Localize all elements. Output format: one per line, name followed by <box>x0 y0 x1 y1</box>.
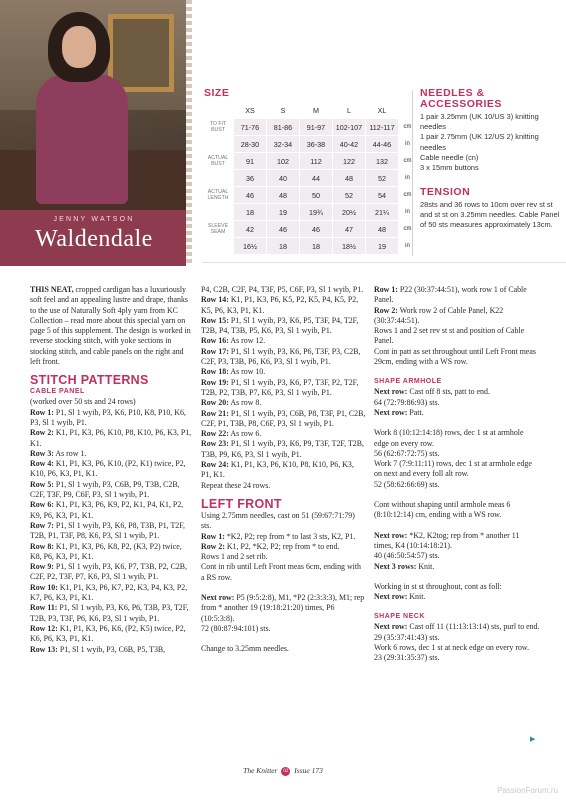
unit-cell: cm <box>399 187 416 203</box>
pattern-row: Next row: Cast off 8 sts, patt to end. <box>374 387 490 397</box>
size-row <box>203 238 416 254</box>
left-front-heading: LEFT FRONT <box>201 496 282 511</box>
pattern-row: Row 9: P1, Sl 1 wyib, P3, K6, P7, T3B, P2, C2B, C2F, P2, T3F, P7, K6, P3, Sl 1 wyib, P1. <box>30 562 188 582</box>
shape-armhole-heading: SHAPE ARMHOLE <box>374 378 442 386</box>
size-cell: 44 <box>300 170 332 186</box>
pattern-row: Row 1: P22 (30:37:44:51), work row 1 of Cable Panel. <box>374 285 527 305</box>
size-row <box>203 119 416 135</box>
stitch-patterns-heading: STITCH PATTERNS <box>30 373 149 388</box>
pattern-row: Row 18: As row 10. <box>201 367 266 377</box>
pattern-row: Row 20: As row 8. <box>201 398 262 408</box>
cable-panel-note: (worked over 50 sts and 24 rows) <box>30 397 136 407</box>
pattern-row: Row 19: P1, Sl 1 wyib, P3, K6, P7, T3F, P2, T2F, T2B, P2, T3B, P7, K6, P3, Sl 1 wyib, P1. <box>201 377 359 397</box>
needles-item: 1 pair 2.75mm (UK 12/US 2) knitting needles <box>420 132 539 152</box>
pattern-row: Row 17: P1, Sl 1 wyib, P3, K6, P6, T3F, P3, C2B, C2F, P3, T3B, P6, K6, P3, Sl 1 wyib, P1. <box>201 346 361 367</box>
pattern-row: Row 24: K1, P1, K3, P6, K10, P8, K10, P6, K3, P1, K1. <box>201 460 354 480</box>
pattern-row: Row 7: P1, Sl 1 wyib, P3, K6, P8, T3B, P1, T2F, T2B, P1, T3F, P8, K6, P3, Sl 1 wyib, P1. <box>30 520 185 541</box>
tension-heading: TENSION <box>420 186 471 198</box>
pattern-row: Row 14: K1, P1, K3, P6, K5, P2, K5, P4, K5, P2, K5, P6, K3, P1, K1. <box>201 295 359 315</box>
stitch-edge-decoration <box>186 0 192 266</box>
size-cell: 16½ <box>234 238 266 254</box>
needles-list <box>420 112 562 173</box>
pattern-row: Row 15: P1, Sl 1 wyib, P3, K6, P5, T3F, P4, T2F, T2B, P4, T3B, P5, K6, P3, Sl 1 wyib, P1. <box>201 315 359 336</box>
pattern-row: Row 1: P1, Sl 1 wyib, P3, K6, P10, K8, P10, K6, P3, Sl 1 wyib, P1. <box>30 407 186 427</box>
row-label: ACTUAL LENGTH <box>203 187 233 203</box>
size-header: XL <box>366 102 398 118</box>
pattern-row: Row 1: *K2, P2; rep from * to last 3 sts, K2, P1. <box>201 531 356 541</box>
pattern-row: Row 16: As row 12. <box>201 336 266 346</box>
size-cell: 71-76 <box>234 119 266 135</box>
column-3 <box>374 285 540 664</box>
needles-item: Cable needle (cn) <box>420 152 479 162</box>
pattern-row: Row 11: P1, Sl 1 wyib, P3, K6, P6, T3B, P3, T2F, T2B, P3, T3F, P6, K6, P3, Sl 1 wyib, P1. <box>30 603 189 623</box>
instruction: Work 8 (10:12:14:18) rows, dec 1 st at armhole edge on every row. <box>374 428 524 448</box>
column-divider <box>412 90 413 256</box>
size-cell: 122 <box>333 153 365 169</box>
size-cell: 52 <box>333 187 365 203</box>
pattern-row: P4, C2B, C2F, P4, T3F, P5, C6F, P3, Sl 1 wyib, P1. <box>201 285 364 294</box>
size-cell: 20½ <box>333 204 365 220</box>
pattern-row: Next row: Knit. <box>374 592 426 602</box>
photo-cardigan <box>36 74 128 204</box>
size-cell: 18 <box>300 238 332 254</box>
watermark: PassionForum.ru <box>497 786 558 795</box>
size-cell: 28-30 <box>234 136 266 152</box>
size-cell: 102 <box>267 153 299 169</box>
column-1 <box>30 285 194 655</box>
pattern-row: Row 6: K1, P1, K3, P6, K9, P2, K1, P4, K1, P2, K9, P6, K3, P1, K1. <box>30 500 184 520</box>
pattern-row: Next 3 rows: Knit. <box>374 561 435 571</box>
size-row <box>203 170 416 186</box>
size-row <box>203 153 416 169</box>
instruction: Rows 1 and 2 set rev st st and position of Cable Panel. <box>374 326 525 346</box>
pattern-row: Row 12: K1, P1, K3, P6, K6, (P2, K5) twice, P2, K6, P6, K3, P1, K1. <box>30 623 186 644</box>
row-label <box>203 170 233 186</box>
intro-text: cropped cardigan has a luxuriously soft feel and an appealing lustre and drape, thanks to the use of Naturally Soft 4ply yarn from KC Collection – read more about this special yarn on page 5 of this supplement. The design is worked in reverse stocking stitch, with yoke sections in stocking stitch, and cable panels on the right and left front. <box>30 285 191 367</box>
size-cell: 112-117 <box>366 119 398 135</box>
unit-cell: cm <box>399 153 416 169</box>
unit-cell: in <box>399 204 416 220</box>
size-cell: 132 <box>366 153 398 169</box>
magazine-name: The Knitter <box>243 766 278 775</box>
size-cell: 91 <box>234 153 266 169</box>
size-row <box>203 187 416 203</box>
size-cell: 48 <box>333 170 365 186</box>
photo-picture-frame <box>108 14 174 92</box>
size-cell: 18 <box>267 238 299 254</box>
pattern-row: Row 2: K1, P2, *K2, P2; rep from * to end. <box>201 541 340 551</box>
pattern-row: Row 23: P1, Sl 1 wyib, P3, K6, P9, T3F, T2F, T2B, T3B, P9, K6, P3, Sl 1 wyib, P1. <box>201 439 364 459</box>
size-cell: 44-46 <box>366 136 398 152</box>
size-cell: 19 <box>267 204 299 220</box>
size-cell: 112 <box>300 153 332 169</box>
size-table <box>202 101 417 255</box>
stitch-count: 52 (58:62:66:69) sts. <box>374 479 440 489</box>
stitch-count: 64 (72:79:86:93) sts. <box>374 397 440 407</box>
intro-lead: THIS NEAT, <box>30 285 74 294</box>
size-cell: 19¾ <box>300 204 332 220</box>
instruction: Cont in patt as set throughout until Left Front meas 29cm, ending with a WS row. <box>374 346 536 367</box>
pattern-row: Row 21: P1, Sl 1 wyib, P3, C6B, P8, T3F, P1, C2B, C2F, P1, T3B, P8, C6F, P3, Sl 1 wyib, P1. <box>201 408 366 428</box>
size-header-row <box>203 102 416 118</box>
pattern-row: Row 2: K1, P1, K3, P6, K10, P8, K10, P6, K3, P1, K1. <box>30 428 192 448</box>
stitch-count: 56 (62:67:72:75) sts. <box>374 448 440 458</box>
instruction: Rows 1 and 2 set rib. <box>201 552 268 562</box>
pattern-row: Next row: *K2, K2tog; rep from * another 11 times, K4 (10:14:18:21). <box>374 530 520 550</box>
instruction: Work 6 rows, dec 1 st at neck edge on every row. <box>374 643 530 653</box>
row-label <box>203 238 233 254</box>
size-row <box>203 221 416 237</box>
size-header: M <box>300 102 332 118</box>
size-cell: 32-34 <box>267 136 299 152</box>
size-cell: 40-42 <box>333 136 365 152</box>
size-cell: 40 <box>267 170 299 186</box>
size-cell: 81-86 <box>267 119 299 135</box>
pattern-row: Row 5: P1, Sl 1 wyib, P3, C6B, P9, T3B, C2B, C2F, T3F, P9, C6F, P3, Sl 1 wyib, P1. <box>30 479 180 500</box>
size-cell: 50 <box>300 187 332 203</box>
unit-cell: in <box>399 170 416 186</box>
needles-item: 3 x 15mm buttons <box>420 163 479 173</box>
size-cell: 46 <box>234 187 266 203</box>
size-cell: 36 <box>234 170 266 186</box>
stitch-count: 23 (29:31:35:37) sts. <box>374 653 440 663</box>
size-cell: 36-38 <box>300 136 332 152</box>
size-cell: 19 <box>366 238 398 254</box>
unit-cell: cm <box>399 119 416 135</box>
stitch-count: 29 (35:37:41:43) sts. <box>374 632 440 642</box>
instruction: Change to 3.25mm needles. <box>201 644 289 654</box>
instruction: Work 7 (7:9:11:11) rows, dec 1 st at armhole edge on next and every foll alt row. <box>374 459 532 479</box>
pattern-row: Row 2: Work row 2 of Cable Panel, K22 (30:37:44:51). <box>374 305 504 325</box>
needles-heading: NEEDLES & ACCESSORIES <box>420 87 502 110</box>
pattern-row: Next row: Cast off 11 (11:13:13:14) sts, purl to end. <box>374 622 540 632</box>
size-cell: 18½ <box>333 238 365 254</box>
row-label <box>203 204 233 220</box>
size-cell: 52 <box>366 170 398 186</box>
designer-name: JENNY WATSON <box>53 216 135 223</box>
pattern-title: Waldendale <box>35 226 153 252</box>
pattern-row: Row 8: K1, P1, K3, P6, K8, P2, (K3, P2) twice, K8, P6, K3, P1, K1. <box>30 541 182 561</box>
section-rule <box>202 262 566 263</box>
row-label <box>203 136 233 152</box>
instruction: Cont without shaping until armhole meas 6 (8:10:12:14) cm, ending with a WS row. <box>374 500 511 520</box>
pattern-row: Row 22: As row 6. <box>201 429 262 439</box>
pattern-row: Next row: Patt. <box>374 407 424 417</box>
row-label: SLEEVE SEAM <box>203 221 233 237</box>
pattern-row: Row 4: K1, P1, K3, P6, K10, (P2, K1) twice, P2, K10, P6, K3, P1, K1. <box>30 459 186 479</box>
size-header: XS <box>234 102 266 118</box>
size-cell: 48 <box>267 187 299 203</box>
size-cell: 102-107 <box>333 119 365 135</box>
stitch-count: 72 (80:87:94:101) sts. <box>201 623 271 633</box>
unit-cell: cm <box>399 221 416 237</box>
size-header: S <box>267 102 299 118</box>
pattern-row: Next row: P5 (9:5:2:8), M1, *P2 (2:3:3:3), M1; rep from * another 19 (19:18:21:20) times, P6 (10:5:3:8). <box>201 593 365 623</box>
left-front-cast-on: Using 2.75mm needles, cast on 51 (59:67:71:79) sts. <box>201 510 355 531</box>
needles-item: 1 pair 3.25mm (UK 10/US 3) knitting needles <box>420 112 539 132</box>
pattern-row: Row 10: K1, P1, K3, P6, K7, P2, K3, P4, K3, P2, K7, P6, K3, P1, K1. <box>30 582 188 603</box>
issue-badge: 02 <box>283 768 289 774</box>
cable-panel-heading: CABLE PANEL <box>30 388 85 396</box>
shape-neck-heading: SHAPE NECK <box>374 613 425 621</box>
photo-face <box>62 26 96 68</box>
continue-arrow-icon: ▶ <box>530 735 536 743</box>
instruction: Cont in rib until Left Front meas 6cm, ending with a RS row. <box>201 562 361 582</box>
unit-cell: in <box>399 238 416 254</box>
size-heading: SIZE <box>204 87 230 99</box>
size-row <box>203 136 416 152</box>
row-label: ACTUAL BUST <box>203 153 233 169</box>
unit-cell: in <box>399 136 416 152</box>
pattern-row: Row 13: P1, Sl 1 wyib, P3, C6B, P5, T3B, <box>30 644 166 654</box>
pattern-row: Repeat these 24 rows. <box>201 480 271 490</box>
issue-number: Issue 173 <box>294 766 323 775</box>
pattern-row: Row 3: As row 1. <box>30 448 87 458</box>
tension-text: 28sts and 36 rows to 10cm over rev st st and st st on 3.25mm needles. Cable Panel of 50 sts measures approximately 13cm. <box>420 200 560 230</box>
size-cell: 46 <box>267 221 299 237</box>
column-2 <box>201 285 366 655</box>
size-cell: 42 <box>234 221 266 237</box>
intro-paragraph <box>30 285 194 367</box>
size-cell: 48 <box>366 221 398 237</box>
instruction: Working in st st throughout, cont as foll: <box>374 581 502 591</box>
row-label: TO FIT BUST <box>203 119 233 135</box>
size-row <box>203 204 416 220</box>
hero-photo <box>0 0 188 210</box>
size-header: L <box>333 102 365 118</box>
size-cell: 46 <box>300 221 332 237</box>
size-cell: 47 <box>333 221 365 237</box>
stitch-count: 40 (46:50:54:57) sts. <box>374 551 440 561</box>
size-cell: 54 <box>366 187 398 203</box>
size-cell: 91-97 <box>300 119 332 135</box>
size-cell: 18 <box>234 204 266 220</box>
page-footer <box>0 766 566 776</box>
size-cell: 21¼ <box>366 204 398 220</box>
